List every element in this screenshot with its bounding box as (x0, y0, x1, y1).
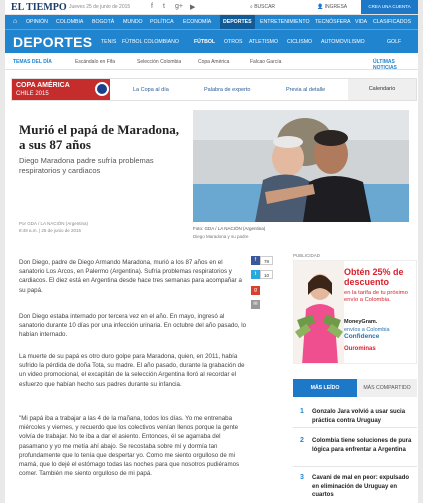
ad-brand-sub: envíos a Colombia (344, 327, 390, 333)
copa-title: COPA AMÉRICA (16, 82, 70, 89)
copa-link-previa[interactable]: Previa al detalle (286, 87, 326, 93)
copa-america-banner (11, 78, 417, 101)
topic-link[interactable]: Selección Colombia (137, 59, 182, 65)
tab-mas-compartido[interactable]: MÁS COMPARTIDO (357, 379, 417, 397)
article-paragraph: Don Diego, padre de Diego Armando Maradona, murió a los 87 años en el sanatorio Los Arcos, en Palermo (Argentina). Sufría problemas respiratorios y cardiacos. El diez está en Argentina desde hace tres semanas para acompañar a su papá. (19, 259, 242, 294)
login-label: INGRESA (324, 4, 348, 10)
search-icon: ⌕ (250, 4, 255, 10)
subnav-futbol[interactable]: FÚTBOL (194, 39, 216, 45)
google-plus-share[interactable] (251, 286, 260, 295)
nav-item-bogota[interactable]: BOGOTÁ (92, 19, 115, 25)
nav-item-clasificados[interactable]: CLASIFICADOS (373, 19, 412, 25)
item-title: Colombia tiene soluciones de pura lógica para enfrentar a Argentina (312, 438, 412, 453)
ad-headline: Obtén 25% de descuento (344, 267, 404, 287)
nav-item-mundo[interactable]: MUNDO (123, 19, 143, 25)
article-author: Por GDA / LA NACIÓN (Argentina) (19, 221, 89, 226)
trending-label: TEMAS DEL DÍA (13, 59, 52, 65)
email-icon: ✉ (251, 300, 260, 309)
home-icon[interactable]: ⌂ (13, 18, 18, 25)
item-number: 1 (300, 408, 304, 415)
nav-item-deportes[interactable]: DEPORTES (220, 15, 255, 29)
nav-item-entretenimiento[interactable]: ENTRETENIMIENTO (260, 19, 310, 25)
article-paragraph: "Mi papá iba a trabajar a las 4 de la mañana, todos los días. Yo me entrenaba miércoles y viernes, y recuerdo que los colectivos venían llenos porque la gente volvía de trabajar. No te iba a dar el asiento. Entonces, él se agarraba del pasamano y yo me metía ahí abajo. Se recostaba sobre mí y dormía tan profundamente que lo tenía que despertar yo. Como me siento orgulloso de mi mamá, que lo dejé el estómago todas las noches para que nosotros pudiéramos comer. También me siento orgulloso de mi papá. (19, 415, 240, 478)
article-lead: Diego Maradona padre sufría problemas respiratorios y cardiacos (19, 156, 154, 175)
ad-illustration (294, 261, 344, 364)
twitter-icon: t (251, 270, 260, 279)
item-number: 2 (300, 437, 304, 444)
nav-item-vida[interactable]: VIDA (355, 19, 368, 25)
ball-icon (95, 82, 109, 96)
ad-text: en la tarifa de tu próximo envío a Colombia. (344, 290, 408, 303)
email-share[interactable] (251, 300, 260, 309)
photo-caption: Foto: GDA / LA NACIÓN (Argentina) (193, 226, 266, 231)
most-read-item[interactable] (293, 408, 417, 428)
most-read-item[interactable] (293, 437, 417, 467)
site-logo[interactable]: EL TIEMPO (11, 2, 67, 13)
create-account-button[interactable]: CREA UNA CUENTA (361, 0, 418, 14)
copa-link-experto[interactable]: Palabra de experto (204, 87, 251, 93)
facebook-icon: f (251, 256, 260, 265)
twitter-icon[interactable]: t (163, 3, 165, 10)
nav-item-tecnosfera[interactable]: TECNÓSFERA (315, 19, 351, 25)
twitter-count: 10 (260, 270, 273, 279)
facebook-icon[interactable]: f (151, 3, 153, 10)
subnav-otros[interactable]: OTROS (224, 39, 243, 45)
most-read-item[interactable] (293, 474, 417, 503)
copa-link-al-dia[interactable]: La Copa al día (133, 87, 169, 93)
subnav-automovilismo[interactable]: AUTOMOVILISMO (321, 39, 365, 45)
google-plus-icon[interactable]: g+ (175, 3, 183, 10)
subnav-ciclismo[interactable]: CICLISMO (287, 39, 313, 45)
ad-partner-2: Ourominas (344, 346, 376, 352)
copa-america-logo[interactable] (12, 79, 110, 100)
nav-item-colombia[interactable]: COLOMBIA (56, 19, 84, 25)
latest-news-link[interactable]: ÚLTIMAS NOTICIAS (373, 59, 397, 71)
most-read-tabs (293, 379, 417, 397)
subnav-golf[interactable]: GOLF (387, 39, 402, 45)
topic-link[interactable]: Copa América (198, 59, 230, 65)
advertisement[interactable] (293, 260, 417, 364)
login-button[interactable] (317, 4, 347, 10)
section-title[interactable]: DEPORTES (13, 34, 93, 50)
subnav-tenis[interactable]: TENIS (101, 39, 117, 45)
ad-brand: MoneyGram. (344, 319, 378, 325)
ad-partner: Confidence (344, 333, 380, 340)
nav-item-opinion[interactable]: OPINIÓN (26, 19, 48, 25)
article-paragraph: Don Diego estaba internado por tercera vez en el año. En mayo, ingresó al sanatorio durante 10 días por una infección urinaria. En octubre del año pasado, lo habían internado. (19, 313, 247, 339)
item-title: Cavani de mal en peor: expulsado en eliminación de Uruguay en cuartos (312, 475, 410, 498)
current-date: Jueves 25 de junio de 2015 (69, 4, 131, 10)
item-title: Gonzalo Jara volvió a usar sucia práctica contra Uruguay (312, 409, 406, 424)
subnav-futbol-colombiano[interactable]: FÚTBOL COLOMBIANO (122, 39, 179, 45)
subnav-atletismo[interactable]: ATLETISMO (249, 39, 279, 45)
facebook-share[interactable] (251, 256, 273, 265)
youtube-icon[interactable]: ▶ (190, 4, 196, 11)
user-icon: 👤 (317, 4, 325, 10)
tab-mas-leido[interactable]: MÁS LEÍDO (293, 379, 357, 397)
google-plus-icon: g (251, 286, 260, 295)
trending-topics-bar (5, 53, 418, 70)
copa-subtitle: CHILE 2015 (16, 91, 49, 97)
section-header (5, 29, 418, 53)
search-label: BUSCAR (254, 4, 276, 10)
item-number: 3 (300, 474, 304, 481)
topic-link[interactable]: Escándalo en Fifa (75, 59, 116, 65)
facebook-count: 78 (260, 256, 273, 265)
article-photo[interactable] (193, 110, 409, 222)
twitter-share[interactable] (251, 270, 273, 279)
main-nav (5, 15, 418, 29)
ad-label: PUBLICIDAD (293, 253, 321, 258)
search-button[interactable] (250, 4, 275, 10)
article-timestamp: 8:49 a.m. | 25 de junio de 2015 (19, 228, 81, 233)
article-paragraph: La muerte de su papá es otro duro golpe para Maradona, quien, en 2011, había sufrido la pérdida de doña Tota, su madre. El año pasado, durante la grabación de un video promocional, el excapitán de la selección Argentina lloró al recordar el esfuerzo que habían hecho sus padres durante su infancia. (19, 353, 245, 388)
nav-item-politica[interactable]: POLÍTICA (150, 19, 174, 25)
photo-subcaption: Diego Maradona y su padre (193, 234, 249, 239)
photo-illustration (193, 110, 409, 222)
top-bar (5, 0, 418, 15)
topic-link[interactable]: Falcao García (250, 59, 282, 65)
copa-link-calendario[interactable]: Calendario (348, 79, 416, 100)
page (5, 0, 418, 503)
nav-item-economia[interactable]: ECONOMÍA (183, 19, 212, 25)
article-title: Murió el papá de Maradona, a sus 87 años (19, 122, 179, 152)
